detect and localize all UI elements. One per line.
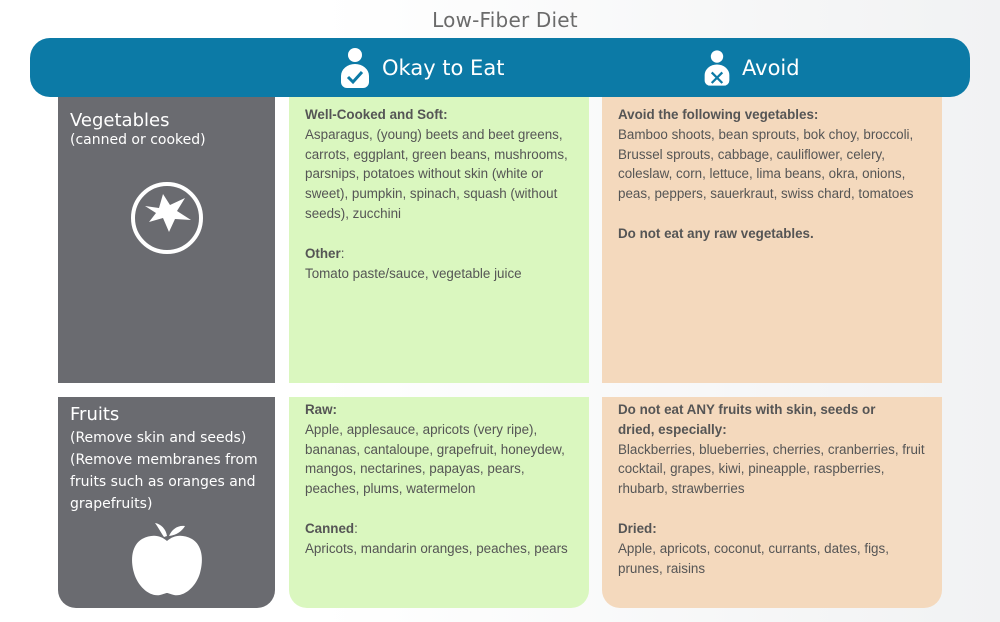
block-heading: Dried:	[618, 520, 657, 536]
block-heading: Do not eat ANY fruits with skin, seeds or dried, especially:	[618, 402, 876, 437]
block-text: Blackberries, blueberries, cherries, cranberries, fruit cocktail, grapes, kiwi, pineapple, raspberries, rhubarb, strawberries	[618, 441, 925, 497]
block-text: Apricots, mandarin oranges, peaches, pears	[305, 540, 568, 556]
block-heading-suffix: :	[340, 245, 345, 261]
block-text: Apple, apricots, coconut, currants, dates, figs, prunes, raisins	[618, 540, 889, 576]
block-text: Tomato paste/sauce, vegetable juice	[305, 265, 522, 281]
block-heading-suffix: :	[354, 520, 358, 536]
fruits-okay-cell	[289, 397, 589, 608]
row-label-vegetables	[58, 88, 275, 383]
vegetables-okay-cell	[289, 95, 589, 383]
fruits-avoid-cell	[602, 397, 942, 608]
avoid-header	[702, 38, 800, 97]
block-heading: Other	[305, 245, 341, 261]
block-text: Bamboo shoots, bean sprouts, bok choy, broccoli, Brussel sprouts, cabbage, cauliflower, celery, coleslaw, corn, lettuce, lima beans, okra, onions, peas, peppers, sauerkraut, swiss chard, tomatoes	[618, 126, 914, 202]
block-heading: Canned	[305, 520, 355, 536]
okay-to-eat-label: Okay to Eat	[382, 55, 505, 80]
apple-icon	[130, 521, 204, 599]
row-subtitle: (Remove membranes from fruits such as oranges and grapefruits)	[70, 452, 258, 512]
block-heading: Well-Cooked and Soft:	[305, 107, 448, 122]
person-x-icon	[702, 46, 732, 90]
block-text: Asparagus, (young) beets and beet greens, carrots, eggplant, green beans, mushrooms, parsnips, potatoes without skin (white or sweet), pumpkin, spinach, squash (without seeds), zucchini	[305, 126, 568, 221]
row-subtitle: (canned or cooked)	[70, 132, 206, 148]
avoid-label: Avoid	[742, 55, 800, 80]
row-label-fruits	[58, 397, 275, 608]
block-heading: Avoid the following vegetables:	[618, 107, 819, 122]
tomato-icon	[129, 180, 205, 256]
person-check-icon	[338, 46, 372, 90]
vegetables-avoid-cell	[602, 95, 942, 383]
row-name: Vegetables	[70, 110, 170, 131]
row-subtitle: (Remove skin and seeds)	[70, 430, 247, 446]
column-header-bar	[30, 38, 970, 97]
block-text: Apple, applesauce, apricots (very ripe), bananas, cantaloupe, grapefruit, honeydew, mangos, nectarines, papayas, pears, peaches, plums, watermelon	[305, 421, 565, 497]
block-heading: Raw:	[305, 402, 337, 417]
okay-to-eat-header	[338, 38, 504, 97]
block-heading: Do not eat any raw vegetables.	[618, 225, 814, 241]
page-title: Low-Fiber Diet	[432, 8, 578, 32]
row-name: Fruits	[70, 404, 120, 425]
